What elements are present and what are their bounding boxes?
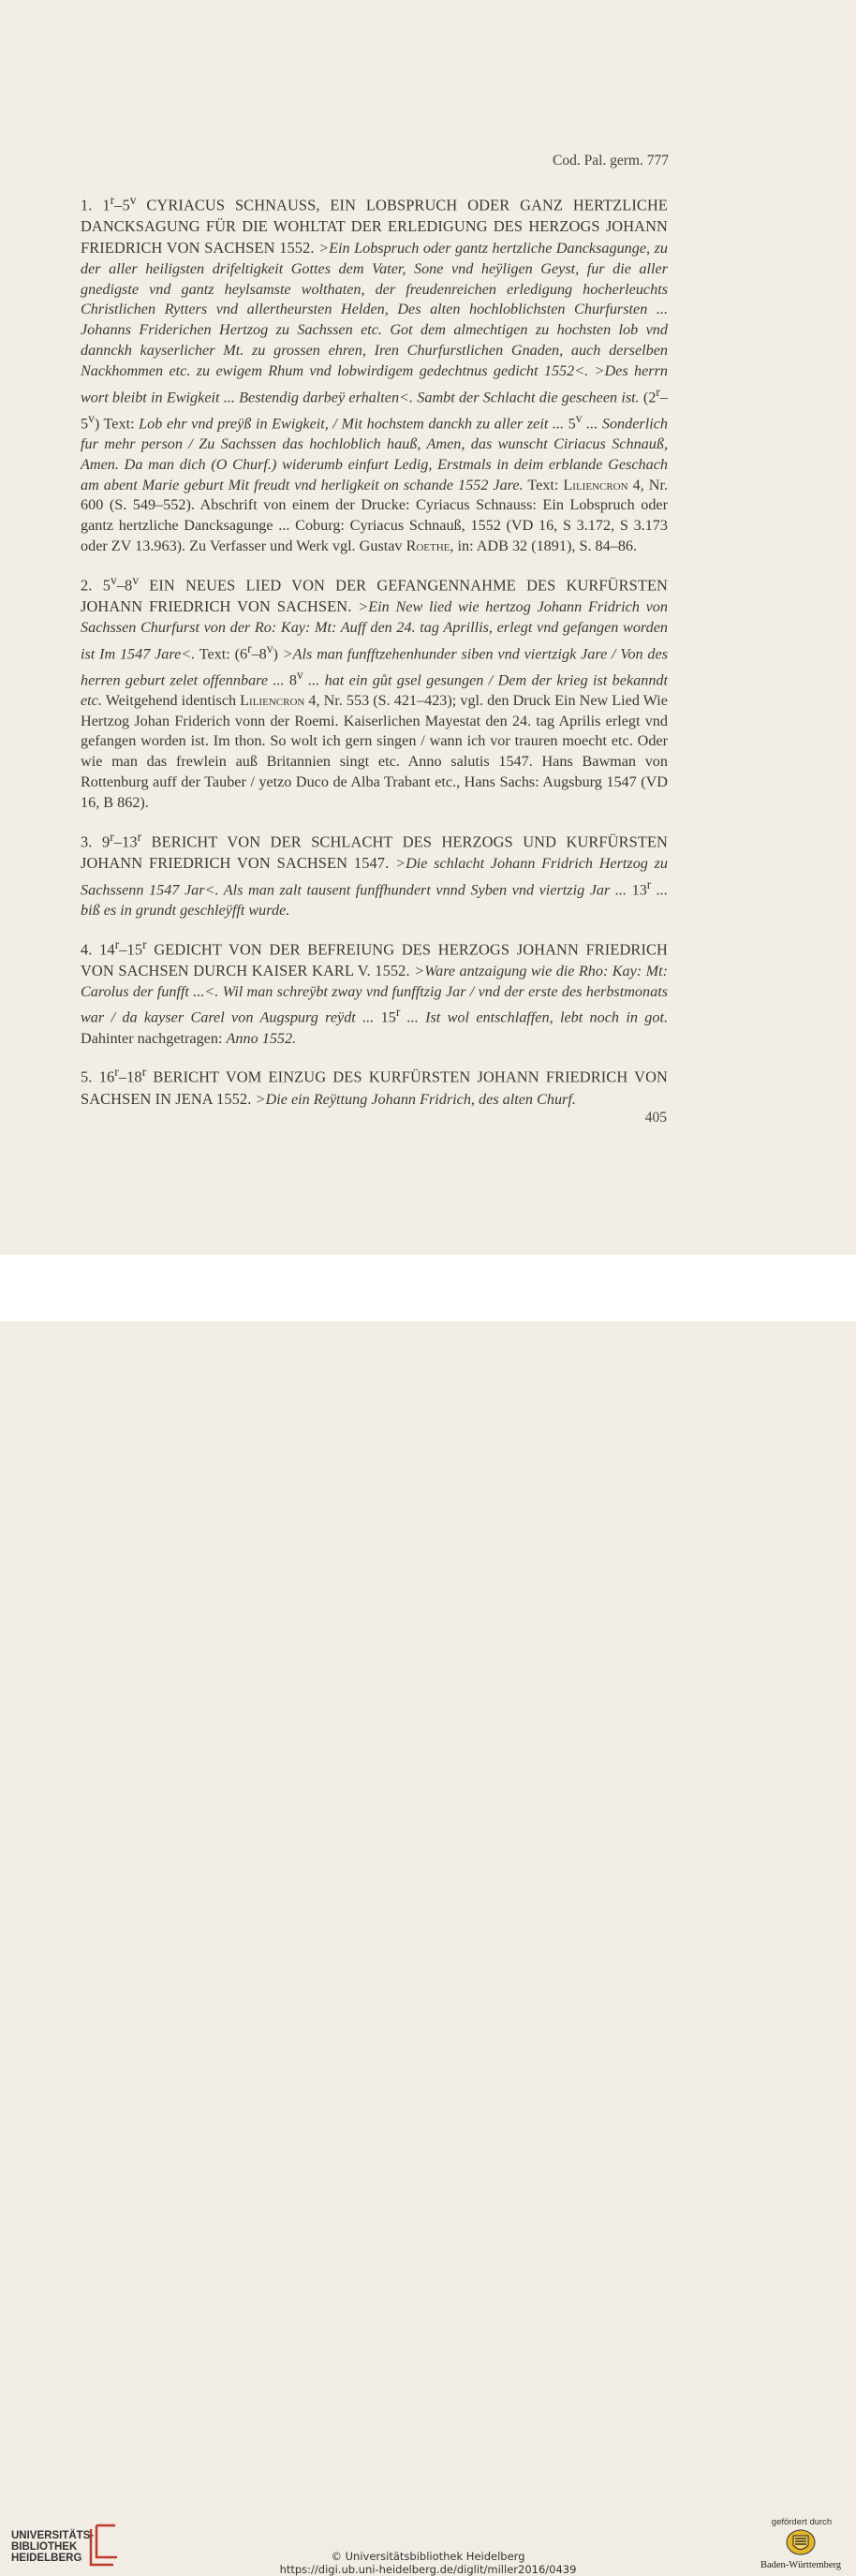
incipit-text: >Die ein Reÿttung Johann Fridrich, des alten Churf. (255, 1090, 576, 1108)
folio-start-side: r (114, 1065, 119, 1080)
folio-end: –15 (119, 940, 143, 959)
entry-number: 2. (81, 576, 103, 595)
folio-side: v (266, 640, 273, 655)
entry-list (81, 190, 668, 1123)
folio-end-side: v (129, 193, 137, 207)
entry-number: 1. (81, 196, 103, 214)
folio-start: 1 (102, 196, 111, 214)
library-name-line3: HEIDELBERG (11, 2553, 82, 2564)
entry-text: 4, Nr. 600 (S. 549–552). Abschrift von einem der Drucke: Cyriacus Schnauss: Ein Lobspruch oder gantz hertzliche Dancksagunge ... Coburg: Cyriacus Schnauß, 1552 (VD 16, S 3.172, S 3.173 oder ZV 13.963). Zu Verfasser und Werk vgl. Gustav (81, 476, 669, 554)
coat-of-arms-icon (785, 2528, 817, 2556)
sponsor-name: Baden-Württemberg (760, 2560, 842, 2570)
entry-text: 13 (627, 881, 647, 899)
folio-end: –18 (118, 1067, 142, 1086)
folio-end: –13 (113, 832, 138, 851)
entry-text: 8 (284, 671, 298, 689)
folio-start: 14 (99, 940, 115, 959)
quoted-text: >Als man funfftzehenhunder siben vnd viertzigk Jare / Von des herren geburt zelet offennbare ... (81, 644, 668, 689)
entry-number: 5. (81, 1067, 99, 1086)
footer (0, 1255, 856, 2576)
folio-end-side: r (142, 936, 147, 951)
incipit-text: >Ein New lied wie hertzog Johann Fridrich von Sachssen Churfurst von der Ro: Kay: Mt: Auff den 24. tag Aprillis, erlegt vnd gefangen worden ist Im 1547 Jare<. (81, 597, 668, 662)
entry-number: 4. (81, 940, 100, 959)
funded-by-label: gefördert durch (771, 2517, 833, 2527)
entry-text: ) (273, 644, 283, 662)
explicit-text: ... Sonderlich fur mehr person / Zu Sachssen das hochloblich hauß, Amen, das wunscht Ciriacus Schnauß, Amen. Da man dich (O Churf.) widerumb einfurt Ledig, Erstmals in deim erblande Geschach am abent Marie geburt Mit freudt vnd herligkeit on schande 1552 Jare. (81, 415, 669, 493)
quoted-text: ... Ist wol entschlaffen, lebt noch in got. (400, 1008, 669, 1026)
entry-text: 4, Nr. 553 (S. 421–423); vgl. den Druck Ein New Lied Wie Hertzog Johan Friderich vonn der Roemi. Kaiserlichen Mayestat den 24. tag Aprilis erlegt vnd gefangen worden ist. Im thon. So wolt ich gern singen / wann ich vor trauren moecht etc. Oder wie man das frewlein auß Britannien singt etc. Anno salutis 1547. Hans Bawman von Rottenburg auff der Tauber / yetzo Duco de Alba Trabant etc., Hans Sachs: Augsburg 1547 (VD 16, B 862). (81, 691, 668, 811)
folio-end: –8 (116, 576, 133, 595)
catalog-entry (81, 570, 668, 814)
folio-side: r (646, 876, 652, 891)
folio-end-side: r (141, 1065, 147, 1080)
quoted-text: ... biß es in grundt geschleÿfft wurde. (81, 881, 669, 919)
folio-side: v (297, 667, 303, 682)
folio-side: r (656, 384, 660, 399)
codex-reference: Cod. Pal. germ. 777 (553, 153, 669, 169)
folio-side: v (88, 410, 95, 425)
entry-text: Text: (523, 476, 564, 493)
folio-start-side: v (110, 572, 117, 587)
entry-text: Text: (6 (195, 644, 248, 662)
entry-title: EIN NEUES LIED VON DER GEFANGENNAHME DES KURFÜRSTEN JOHANN FRIEDRICH VON SACHSEN. (81, 576, 668, 615)
entry-text: ) Text: (94, 415, 140, 433)
incipit-text: >Ein Lobspruch oder gantz hertzliche Dancksagunge, zu der aller heiligsten drifeltigkeit Gottes dem Vater, Sone vnd heÿligen Geyst, fur die aller gnedigste vnd gantz heylsamste wolthaten, der freudenreichen erledigung hocherleuchts Christlichen Rytters vnd allertheursten Helden, Des alten hochloblichsten Churfursten ... Johanns Friderichen Hertzog zu Sachssen etc. Got dem almechtigen zu hochsten lob vnd dannckh kayserlicher Mt. zu grossen ehren, Iren Churfurstlichen Gnaden, auch derselben Nackhommen etc. zu ewigem Rhum vnd lobwirdigem gedechtnus gedicht 1552<. >Des herrn wort bleibt in Ewigkeit ... Bestendig darbeÿ erhalten<. Sambt der Schlacht die gescheen ist. (81, 239, 668, 405)
folio-end-side: v (132, 572, 140, 587)
entry-title: GEDICHT VON DER BEFREIUNG DES HERZOGS JOHANN FRIEDRICH VON SACHSEN DURCH KAISER KARL V. 1552. (81, 940, 668, 979)
folio-end-side: r (137, 829, 142, 844)
folio-start: 5 (102, 576, 111, 595)
copyright-notice (0, 2550, 856, 2576)
entry-text: Dahinter nachgetragen: (81, 1029, 227, 1047)
page-number: 405 (644, 1110, 667, 1126)
entry-text: (2 (639, 388, 657, 405)
library-name-line1: UNIVERSITÄTS- (11, 2530, 95, 2541)
entry-text: 5 (564, 415, 576, 433)
explicit-text: Anno 1552. (226, 1029, 297, 1047)
entry-text: , in: ADB 32 (1891), S. 84–86. (450, 537, 638, 554)
entry-title: BERICHT VON DER SCHLACHT DES HERZOGS UND KURFÜRSTEN JOHANN FRIEDRICH VON SACHSEN 1547. (81, 832, 668, 872)
catalog-entry (81, 935, 668, 1050)
catalog-entry (81, 1062, 668, 1110)
document-page (0, 0, 856, 1255)
entry-title: BERICHT VOM EINZUG DES KURFÜRSTEN JOHANN FRIEDRICH VON SACHSEN IN JENA 1552. (81, 1067, 668, 1108)
entry-text: –5 (81, 388, 669, 433)
entry-number: 3. (81, 832, 102, 851)
permalink-url[interactable]: https://digi.ub.uni-heidelberg.de/diglit/miller2016/0439 (279, 2563, 577, 2576)
quoted-text: Lob ehr vnd preÿß in Ewigkeit, / Mit hochstem danckh zu aller zeit ... (139, 415, 565, 433)
folio-side: r (395, 1005, 401, 1020)
folio-side: v (575, 410, 583, 425)
entry-title: CYRIACUS SCHNAUSS, EIN LOBSPRUCH ODER GANZ HERTZLICHE DANCKSAGUNG FÜR DIE WOHLTAT DER ERLEDIGUNG DES HERZOGS JOHANN FRIEDRICH VON SACHSEN 1552. (81, 196, 668, 257)
folio-start: 9 (101, 832, 111, 851)
explicit-text: ... hat ein gůt gsel gesungen / Dem der krieg ist bekanndt etc. (81, 671, 669, 709)
folio-side: r (247, 640, 252, 655)
folio-end: –5 (114, 196, 130, 214)
folio-start-side: r (110, 829, 114, 844)
incipit-text: >Die schlacht Johann Fridrich Hertzog zu Sachssenn 1547 Jar<. Als man zalt tausent funffhundert vnnd Syben vnd viertzig Jar ... (81, 854, 668, 899)
author-reference: Liliencron (563, 476, 628, 493)
folio-start-side: r (114, 936, 120, 951)
catalog-entry (81, 190, 668, 557)
copyright-text: © Universitätsbibliothek Heidelberg (331, 2550, 525, 2563)
library-name-line2: BIBLIOTHEK (11, 2541, 78, 2553)
incipit-text: >Ware antzaigung wie die Rho: Kay: Mt: Carolus der funfft ...<. Wil man schreÿbt zway vnd funfftzig Jar / vnd der erste des herbstmonats war / da kayser Carel von Augspurg reÿdt ... (81, 962, 668, 1026)
author-reference: Liliencron (240, 691, 305, 709)
entry-text: 15 (374, 1008, 396, 1026)
entry-text: Weitgehend identisch (101, 691, 241, 709)
folio-start-side: r (110, 193, 115, 207)
folio-start: 16 (98, 1067, 115, 1086)
author-reference: Roethe (406, 537, 450, 554)
catalog-entry (81, 827, 668, 921)
entry-text: –8 (251, 644, 267, 662)
